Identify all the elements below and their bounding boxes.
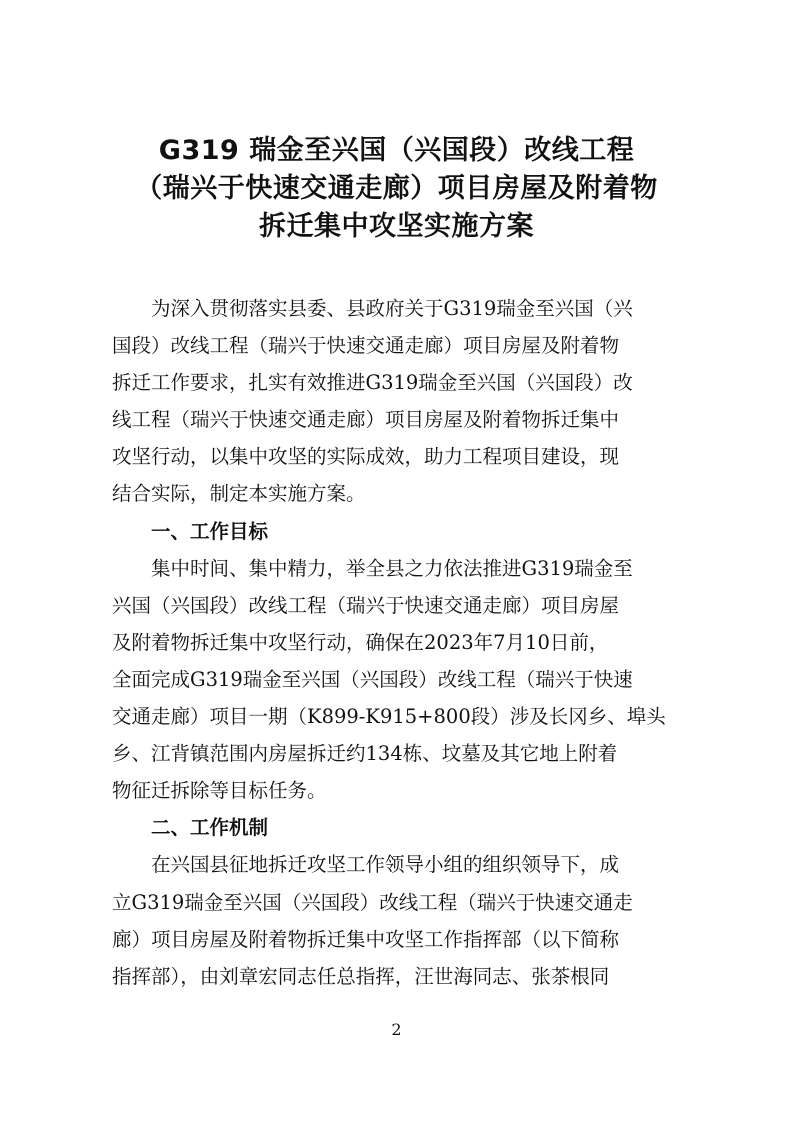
page-number: 2 <box>391 1020 402 1039</box>
text-line: 在兴国县征地拆迁攻坚工作领导小组的组织领导下，成 <box>151 853 620 877</box>
text-line: 国段）改线工程（瑞兴于快速交通走廊）项目房屋及附着物 <box>112 334 620 358</box>
intro-paragraph <box>112 290 680 513</box>
document-body <box>112 290 680 995</box>
section-heading-mechanism: 二、工作机制 <box>151 816 269 840</box>
text-line: 攻坚行动，以集中攻坚的实际成效，助力工程项目建设，现 <box>112 445 620 469</box>
title-line: 拆迁集中攻坚实施方案 <box>259 211 534 242</box>
text-line: 乡、江背镇范围内房屋拆迁约134栋、坟墓及其它地上附着 <box>112 742 618 766</box>
text-line: 为深入贯彻落实县委、县政府关于G319瑞金至兴国（兴 <box>151 297 633 320</box>
text-line: 物征迁拆除等目标任务。 <box>112 779 327 803</box>
text-line: 拆迁工作要求，扎实有效推进G319瑞金至兴国（兴国段）改 <box>112 371 633 395</box>
text-line: 集中时间、集中精力，举全县之力依法推进G319瑞金至 <box>151 556 633 580</box>
title-line: （瑞兴于快速交通走廊）项目房屋及附着物 <box>135 173 658 204</box>
text-line: 线工程（瑞兴于快速交通走廊）项目房屋及附着物拆迁集中 <box>112 408 620 432</box>
text-line: 结合实际，制定本实施方案。 <box>112 482 366 506</box>
text-line: 指挥部），由刘章宏同志任总指挥，汪世海同志、张茶根同 <box>112 964 610 988</box>
text-line: 廊）项目房屋及附着物拆迁集中攻坚工作指挥部（以下简称 <box>112 927 620 951</box>
text-line: 及附着物拆迁集中攻坚行动，确保在2023年7月10日前， <box>112 630 609 654</box>
mechanism-paragraph <box>112 846 680 994</box>
goals-paragraph <box>112 550 680 810</box>
text-line: 兴国（兴国段）改线工程（瑞兴于快速交通走廊）项目房屋 <box>112 593 620 617</box>
section-heading-goals: 一、工作目标 <box>151 519 269 543</box>
title-line: G319 瑞金至兴国（兴国段）改线工程 <box>158 135 635 166</box>
text-line: 全面完成G319瑞金至兴国（兴国段）改线工程（瑞兴于快速 <box>112 667 633 691</box>
text-line: 交通走廊）项目一期（K899-K915+800段）涉及长冈乡、埠头 <box>112 705 666 729</box>
document-title <box>100 132 693 246</box>
text-line: 立G319瑞金至兴国（兴国段）改线工程（瑞兴于快速交通走 <box>112 890 633 914</box>
